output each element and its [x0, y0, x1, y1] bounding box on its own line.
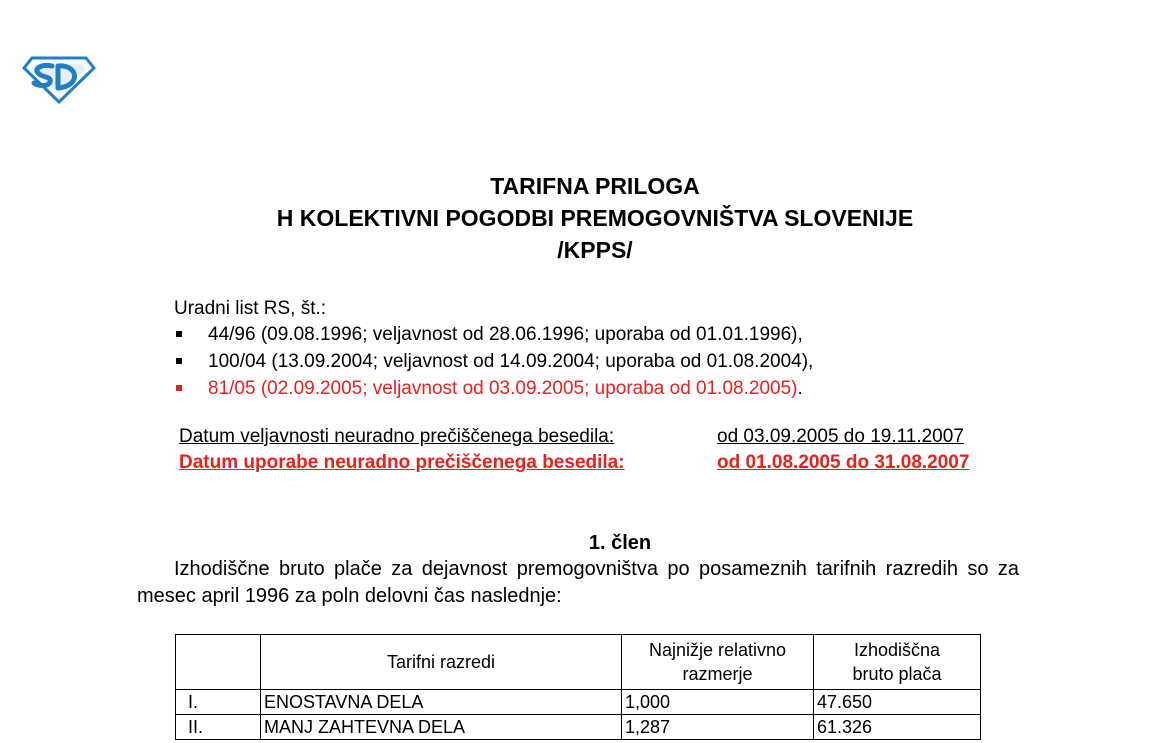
table-header-row — [176, 635, 981, 690]
row-ratio: 1,000 — [622, 690, 814, 715]
title-line-2: H KOLEKTIVNI POGODBI PREMOGOVNIŠTVA SLOVENIJE — [276, 205, 914, 231]
row-ratio: 1,287 — [622, 715, 814, 740]
row-wage: 47.650 — [814, 690, 981, 715]
header-wage-line-1: Izhodiščna — [853, 640, 941, 660]
header-num — [176, 635, 261, 690]
title-line-1: TARIFNA PRILOGA — [490, 173, 700, 199]
header-ratio-line-1: Najnižje relativno — [648, 640, 787, 660]
header-ratio-line-2: razmerje — [682, 664, 753, 684]
table-row — [176, 690, 981, 715]
row-class: MANJ ZAHTEVNA DELA — [261, 715, 622, 740]
gazette-item: 100/04 (13.09.2004; veljavnost od 14.09.2004; uporaba od 01.08.2004), — [174, 349, 813, 376]
header-ratio — [622, 635, 814, 690]
row-class: ENOSTAVNA DELA — [261, 690, 622, 715]
company-logo — [22, 50, 96, 104]
use-value: od 01.08.2005 do 31.08.2007 — [717, 452, 970, 473]
document-title — [120, 170, 1070, 266]
title-line-3: /KPPS/ — [557, 237, 633, 263]
row-num: I. — [176, 690, 261, 715]
row-num: II. — [176, 715, 261, 740]
gazette-item: 44/96 (09.08.1996; veljavnost od 28.06.1996; uporaba od 01.01.1996), — [174, 322, 813, 349]
table-row — [176, 715, 981, 740]
gazette-list — [174, 322, 813, 403]
validity-label: Datum veljavnosti neuradno prečiščenega besedila: — [179, 426, 615, 447]
use-label: Datum uporabe neuradno prečiščenega besedila: — [179, 452, 625, 473]
row-wage: 61.326 — [814, 715, 981, 740]
header-class: Tarifni razredi — [261, 635, 622, 690]
header-wage-line-2: bruto plača — [852, 664, 942, 684]
gazette-item-current: 81/05 (02.09.2005; veljavnost od 03.09.2005; uporaba od 01.08.2005). — [174, 376, 813, 403]
header-wage — [814, 635, 981, 690]
tariff-table — [175, 634, 981, 740]
validity-value: od 03.09.2005 do 19.11.2007 — [717, 426, 964, 447]
article-paragraph: Izhodiščne bruto plače za dejavnost premogovništva po posameznih tarifnih razredih so za mesec april 1996 za poln delovni čas naslednje: — [137, 558, 1019, 607]
gazette-intro: Uradni list RS, št.: — [174, 298, 327, 319]
article-heading: 1. člen — [588, 532, 652, 554]
